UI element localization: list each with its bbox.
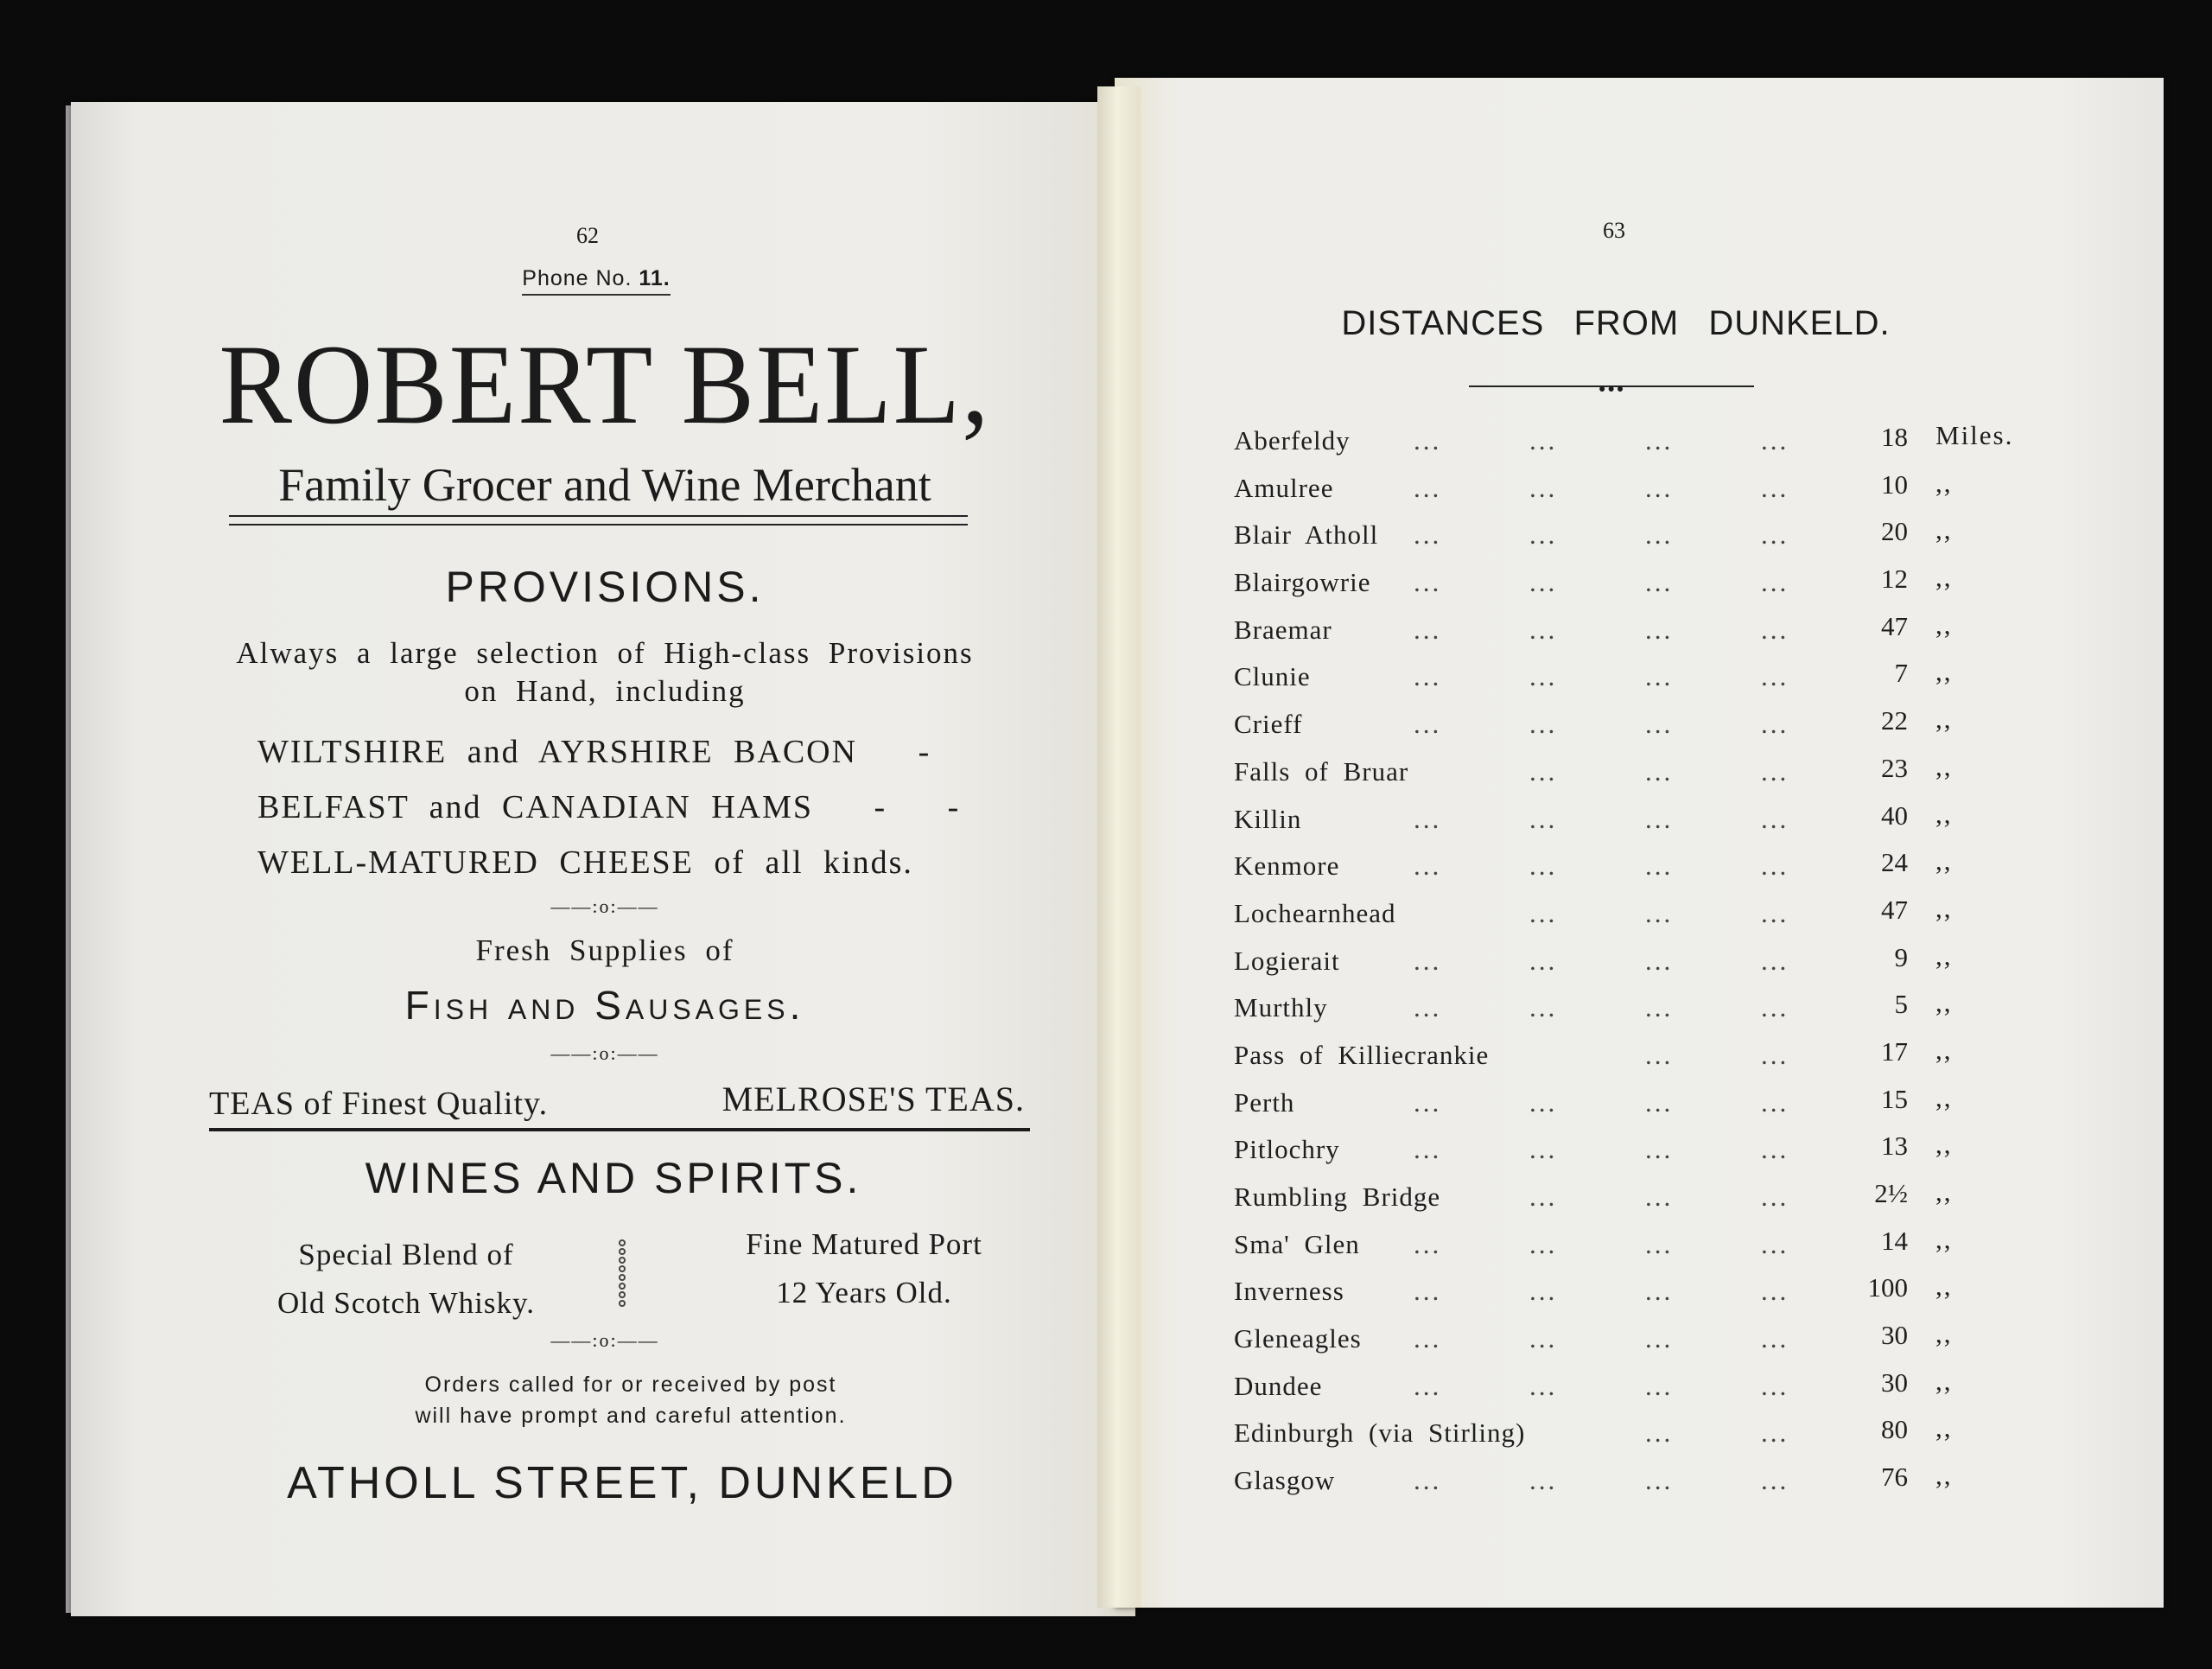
port-block xyxy=(674,1220,1054,1317)
leader-dots: ... xyxy=(1414,1323,1442,1354)
whisky-block xyxy=(216,1231,596,1328)
distance-miles: 47 xyxy=(1881,894,1908,925)
distance-miles: 15 xyxy=(1881,1083,1908,1114)
melrose-teas: MELROSE'S TEAS. xyxy=(721,1080,1025,1118)
distance-miles: 12 xyxy=(1881,564,1908,595)
leader-dots: ... xyxy=(1761,519,1789,551)
distance-place: Kenmore xyxy=(1234,850,1340,882)
leader-dots: ... xyxy=(1529,755,1558,787)
distance-place: Pass of Killiecrankie xyxy=(1234,1039,1490,1070)
distances-title: DISTANCES FROM DUNKELD. xyxy=(1341,304,1891,342)
leader-dots: ... xyxy=(1645,519,1674,551)
leader-dots: ... xyxy=(1529,661,1558,692)
distance-row xyxy=(1234,892,2012,946)
distance-miles: 30 xyxy=(1881,1366,1908,1398)
leader-dots: ... xyxy=(1414,945,1442,976)
shop-address: ATHOLL STREET, DUNKELD xyxy=(287,1458,957,1508)
distance-place: Sma' Glen xyxy=(1234,1228,1360,1259)
distance-row xyxy=(1234,987,2012,1040)
leader-dots: ... xyxy=(1529,425,1558,455)
distance-unit: ,, xyxy=(1936,608,1953,640)
leader-dots: ... xyxy=(1529,472,1558,503)
port-line-1: Fine Matured Port xyxy=(746,1227,982,1261)
distance-unit: ,, xyxy=(1936,1176,1953,1207)
provision-item: WELL-MATURED CHEESE of all kinds. xyxy=(257,844,913,881)
distance-place: Inverness xyxy=(1234,1276,1344,1307)
leader-dots: ... xyxy=(1529,992,1558,1023)
distance-row xyxy=(1234,1460,2012,1513)
leader-dots: ... xyxy=(1645,709,1674,740)
leader-dots: ... xyxy=(1761,1323,1789,1354)
leader-dots: ... xyxy=(1761,1276,1789,1307)
distance-place: Amulree xyxy=(1234,472,1334,503)
leader-dots: ... xyxy=(1529,1134,1558,1165)
leader-dots: ... xyxy=(1414,992,1442,1023)
leader-dots: ... xyxy=(1529,567,1558,598)
leader-dots: ... xyxy=(1761,472,1789,503)
distance-miles: 9 xyxy=(1894,941,1908,972)
leader-dots: ... xyxy=(1761,897,1789,928)
provisions-line-2: on Hand, including xyxy=(464,674,746,708)
separator: ——:o:—— xyxy=(550,1329,659,1351)
distance-miles: 22 xyxy=(1881,705,1908,736)
distance-unit: ,, xyxy=(1936,704,1953,735)
leader-dots: ... xyxy=(1414,567,1442,598)
leader-dots: ... xyxy=(1529,614,1558,645)
distance-row xyxy=(1234,562,2012,615)
merchant-trade: Family Grocer and Wine Merchant xyxy=(278,459,931,511)
leader-dots: ... xyxy=(1645,1465,1674,1496)
leader-dots: ... xyxy=(1645,1228,1674,1259)
distance-unit: ,, xyxy=(1936,1460,1953,1491)
leader-dots: ... xyxy=(1645,1417,1674,1449)
distance-unit: ,, xyxy=(1936,845,1953,876)
distance-row xyxy=(1234,1034,2012,1087)
distance-row xyxy=(1234,1223,2012,1277)
distance-unit: ,, xyxy=(1936,1034,1953,1065)
fish-sausages-line: Fish and Sausages. xyxy=(404,983,805,1028)
distance-miles: 18 xyxy=(1881,422,1908,452)
leader-dots: ... xyxy=(1529,945,1558,976)
distance-place: Rumbling Bridge xyxy=(1234,1182,1441,1212)
distance-row xyxy=(1234,1271,2012,1323)
distance-place: Aberfeldy xyxy=(1234,425,1351,455)
distance-unit: Miles. xyxy=(1936,420,2014,450)
distance-unit: ,, xyxy=(1936,798,1953,829)
distance-unit: ,, xyxy=(1936,1129,1953,1160)
leader-dots: ... xyxy=(1529,1182,1558,1212)
leader-dots: ... xyxy=(1414,1086,1442,1118)
distance-miles: 24 xyxy=(1881,847,1908,878)
distance-unit: ,, xyxy=(1936,1412,1953,1443)
trade-double-rule xyxy=(229,515,968,526)
distance-row xyxy=(1234,1176,2012,1229)
distance-miles: 5 xyxy=(1894,989,1908,1020)
distance-place: Crieff xyxy=(1234,709,1303,740)
leader-dots: ... xyxy=(1645,897,1674,928)
leader-dots: ... xyxy=(1645,425,1674,455)
distance-place: Gleneagles xyxy=(1234,1323,1362,1354)
leader-dots: ... xyxy=(1529,519,1558,551)
distance-miles: 17 xyxy=(1881,1035,1908,1067)
leader-dots: ... xyxy=(1414,803,1442,834)
distance-row xyxy=(1234,798,2012,851)
distance-place: Lochearnhead xyxy=(1234,897,1396,928)
distance-unit: ,, xyxy=(1936,750,1953,781)
distance-place: Pitlochry xyxy=(1234,1134,1340,1165)
leader-dots: ... xyxy=(1645,1370,1674,1401)
distance-miles: 20 xyxy=(1881,516,1908,547)
teas-quality: TEAS of Finest Quality. xyxy=(209,1086,549,1122)
distance-unit: ,, xyxy=(1936,467,1953,498)
distance-place: Falls of Bruar xyxy=(1234,755,1409,787)
leader-dots: ... xyxy=(1761,567,1789,598)
leader-dots: ... xyxy=(1529,1370,1558,1401)
orders-line-1: Orders called for or received by post xyxy=(424,1373,837,1397)
title-rule-ornament: ●●● xyxy=(1599,381,1626,395)
distance-place: Glasgow xyxy=(1234,1465,1336,1496)
leader-dots: ... xyxy=(1529,1323,1558,1354)
distance-miles: 23 xyxy=(1881,752,1908,783)
distance-place: Killin xyxy=(1234,803,1302,834)
whisky-line-2: Old Scotch Whisky. xyxy=(277,1286,535,1320)
leader-dots: ... xyxy=(1645,1134,1674,1165)
leader-dots: ... xyxy=(1761,992,1789,1023)
distance-miles: 100 xyxy=(1867,1272,1908,1303)
leader-dots: ... xyxy=(1761,1465,1789,1496)
distance-row xyxy=(1234,750,2012,804)
separator: ——:o:—— xyxy=(550,895,659,917)
teas-row xyxy=(209,1067,1030,1131)
leader-dots: ... xyxy=(1645,1276,1674,1307)
distance-miles: 7 xyxy=(1894,658,1908,689)
distance-miles: 76 xyxy=(1881,1462,1908,1493)
leader-dots: ... xyxy=(1414,425,1442,455)
distance-place: Blairgowrie xyxy=(1234,567,1371,598)
distance-miles: 40 xyxy=(1881,799,1908,831)
leader-dots: ... xyxy=(1529,1228,1558,1259)
leader-dots: ... xyxy=(1761,755,1789,787)
leader-dots: ... xyxy=(1761,1417,1789,1449)
distance-row xyxy=(1234,514,2012,567)
leader-dots: ... xyxy=(1529,850,1558,882)
distance-unit: ,, xyxy=(1936,1223,1953,1254)
leader-dots: ... xyxy=(1414,1276,1442,1307)
leader-dots: ... xyxy=(1761,614,1789,645)
leader-dots: ... xyxy=(1414,709,1442,740)
leader-dots: ... xyxy=(1645,567,1674,598)
leader-dots: ... xyxy=(1761,709,1789,740)
distance-row xyxy=(1234,608,2012,662)
distance-row xyxy=(1234,420,2014,473)
distance-row xyxy=(1234,845,2012,898)
distance-place: Braemar xyxy=(1234,614,1332,645)
page-number-left: 62 xyxy=(576,223,599,248)
phone-block xyxy=(467,266,726,291)
distance-unit: ,, xyxy=(1936,562,1953,593)
phone-label: Phone No. xyxy=(522,266,632,290)
distance-place: Blair Atholl xyxy=(1234,519,1379,551)
distance-miles: 13 xyxy=(1881,1131,1908,1162)
wines-heading: WINES AND SPIRITS. xyxy=(365,1154,862,1202)
leader-dots: ... xyxy=(1761,1086,1789,1118)
distance-place: Perth xyxy=(1234,1086,1295,1118)
whisky-line-1: Special Blend of xyxy=(298,1238,514,1271)
leader-dots: ... xyxy=(1645,1086,1674,1118)
distance-unit: ,, xyxy=(1936,1081,1953,1112)
leader-dots: ... xyxy=(1414,1134,1442,1165)
merchant-name: ROBERT BELL, xyxy=(219,321,991,448)
provision-item: WILTSHIRE and AYRSHIRE BACON - xyxy=(257,734,931,770)
distance-row xyxy=(1234,1081,2012,1135)
distance-miles: 10 xyxy=(1881,468,1908,500)
distance-place: Dundee xyxy=(1234,1370,1323,1401)
distance-miles: 47 xyxy=(1881,610,1908,641)
fresh-supplies-line: Fresh Supplies of xyxy=(475,933,734,967)
leader-dots: ... xyxy=(1414,519,1442,551)
port-line-2: 12 Years Old. xyxy=(776,1276,952,1309)
leader-dots: ... xyxy=(1761,1370,1789,1401)
phone-number: 11. xyxy=(639,266,671,290)
leader-dots: ... xyxy=(1645,472,1674,503)
leader-dots: ... xyxy=(1761,1182,1789,1212)
distance-miles: 2½ xyxy=(1874,1178,1908,1208)
phone-label-group xyxy=(522,266,670,296)
distance-unit: ,, xyxy=(1936,1365,1953,1396)
distance-place: Clunie xyxy=(1234,661,1311,692)
leader-dots: ... xyxy=(1414,1228,1442,1259)
distance-place: Edinburgh (via Stirling) xyxy=(1234,1417,1526,1449)
distance-row xyxy=(1234,704,2012,756)
book-gutter xyxy=(1097,86,1141,1608)
leader-dots: ... xyxy=(1414,472,1442,503)
distance-place: Murthly xyxy=(1234,992,1328,1023)
distance-unit: ,, xyxy=(1936,892,1953,923)
leader-dots: ... xyxy=(1645,1323,1674,1354)
orders-line-2: will have prompt and careful attention. xyxy=(415,1404,847,1428)
distance-miles: 14 xyxy=(1881,1225,1908,1256)
distance-unit: ,, xyxy=(1936,987,1953,1018)
distance-place: Logierait xyxy=(1234,945,1340,976)
leader-dots: ... xyxy=(1761,1134,1789,1165)
leader-dots: ... xyxy=(1529,897,1558,928)
leader-dots: ... xyxy=(1761,803,1789,834)
distance-unit: ,, xyxy=(1936,656,1953,687)
provision-item: BELFAST and CANADIAN HAMS - - xyxy=(257,789,961,825)
column-divider-ornament xyxy=(619,1238,629,1309)
leader-dots: ... xyxy=(1529,803,1558,834)
distance-unit: ,, xyxy=(1936,1318,1953,1349)
leader-dots: ... xyxy=(1761,661,1789,692)
leader-dots: ... xyxy=(1645,661,1674,692)
leader-dots: ... xyxy=(1761,850,1789,882)
orders-notice xyxy=(259,1369,1002,1431)
distance-row xyxy=(1234,467,2012,520)
separator: ——:o:—— xyxy=(550,1042,659,1064)
distance-miles: 30 xyxy=(1881,1320,1908,1351)
leader-dots: ... xyxy=(1761,1228,1789,1259)
leader-dots: ... xyxy=(1761,1039,1789,1070)
leader-dots: ... xyxy=(1529,709,1558,740)
distance-row xyxy=(1234,1129,2012,1182)
distance-unit: ,, xyxy=(1936,940,1953,971)
leader-dots: ... xyxy=(1645,803,1674,834)
leader-dots: ... xyxy=(1529,1086,1558,1118)
leader-dots: ... xyxy=(1645,1039,1674,1070)
leader-dots: ... xyxy=(1645,992,1674,1023)
leader-dots: ... xyxy=(1414,661,1442,692)
leader-dots: ... xyxy=(1645,945,1674,976)
leader-dots: ... xyxy=(1645,850,1674,882)
provisions-heading: PROVISIONS. xyxy=(445,563,765,611)
leader-dots: ... xyxy=(1414,614,1442,645)
leader-dots: ... xyxy=(1529,1465,1558,1496)
distance-row xyxy=(1234,656,2012,709)
leader-dots: ... xyxy=(1529,1276,1558,1307)
distance-row xyxy=(1234,1365,2012,1418)
leader-dots: ... xyxy=(1414,1370,1442,1401)
provisions-line-1: Always a large selection of High-class Provisions xyxy=(236,636,974,670)
distance-unit: ,, xyxy=(1936,1271,1953,1302)
leader-dots: ... xyxy=(1761,425,1789,455)
leader-dots: ... xyxy=(1761,945,1789,976)
page-number-right: 63 xyxy=(1603,218,1625,243)
distance-miles: 80 xyxy=(1881,1414,1908,1445)
distance-row xyxy=(1234,1412,2012,1465)
distance-unit: ,, xyxy=(1936,514,1953,545)
leader-dots: ... xyxy=(1645,1182,1674,1212)
leader-dots: ... xyxy=(1645,614,1674,645)
leader-dots: ... xyxy=(1414,850,1442,882)
distance-row xyxy=(1234,1318,2012,1371)
distance-row xyxy=(1234,940,2012,993)
leader-dots: ... xyxy=(1414,1465,1442,1496)
leader-dots: ... xyxy=(1645,755,1674,787)
distances-table xyxy=(1234,420,2014,1513)
